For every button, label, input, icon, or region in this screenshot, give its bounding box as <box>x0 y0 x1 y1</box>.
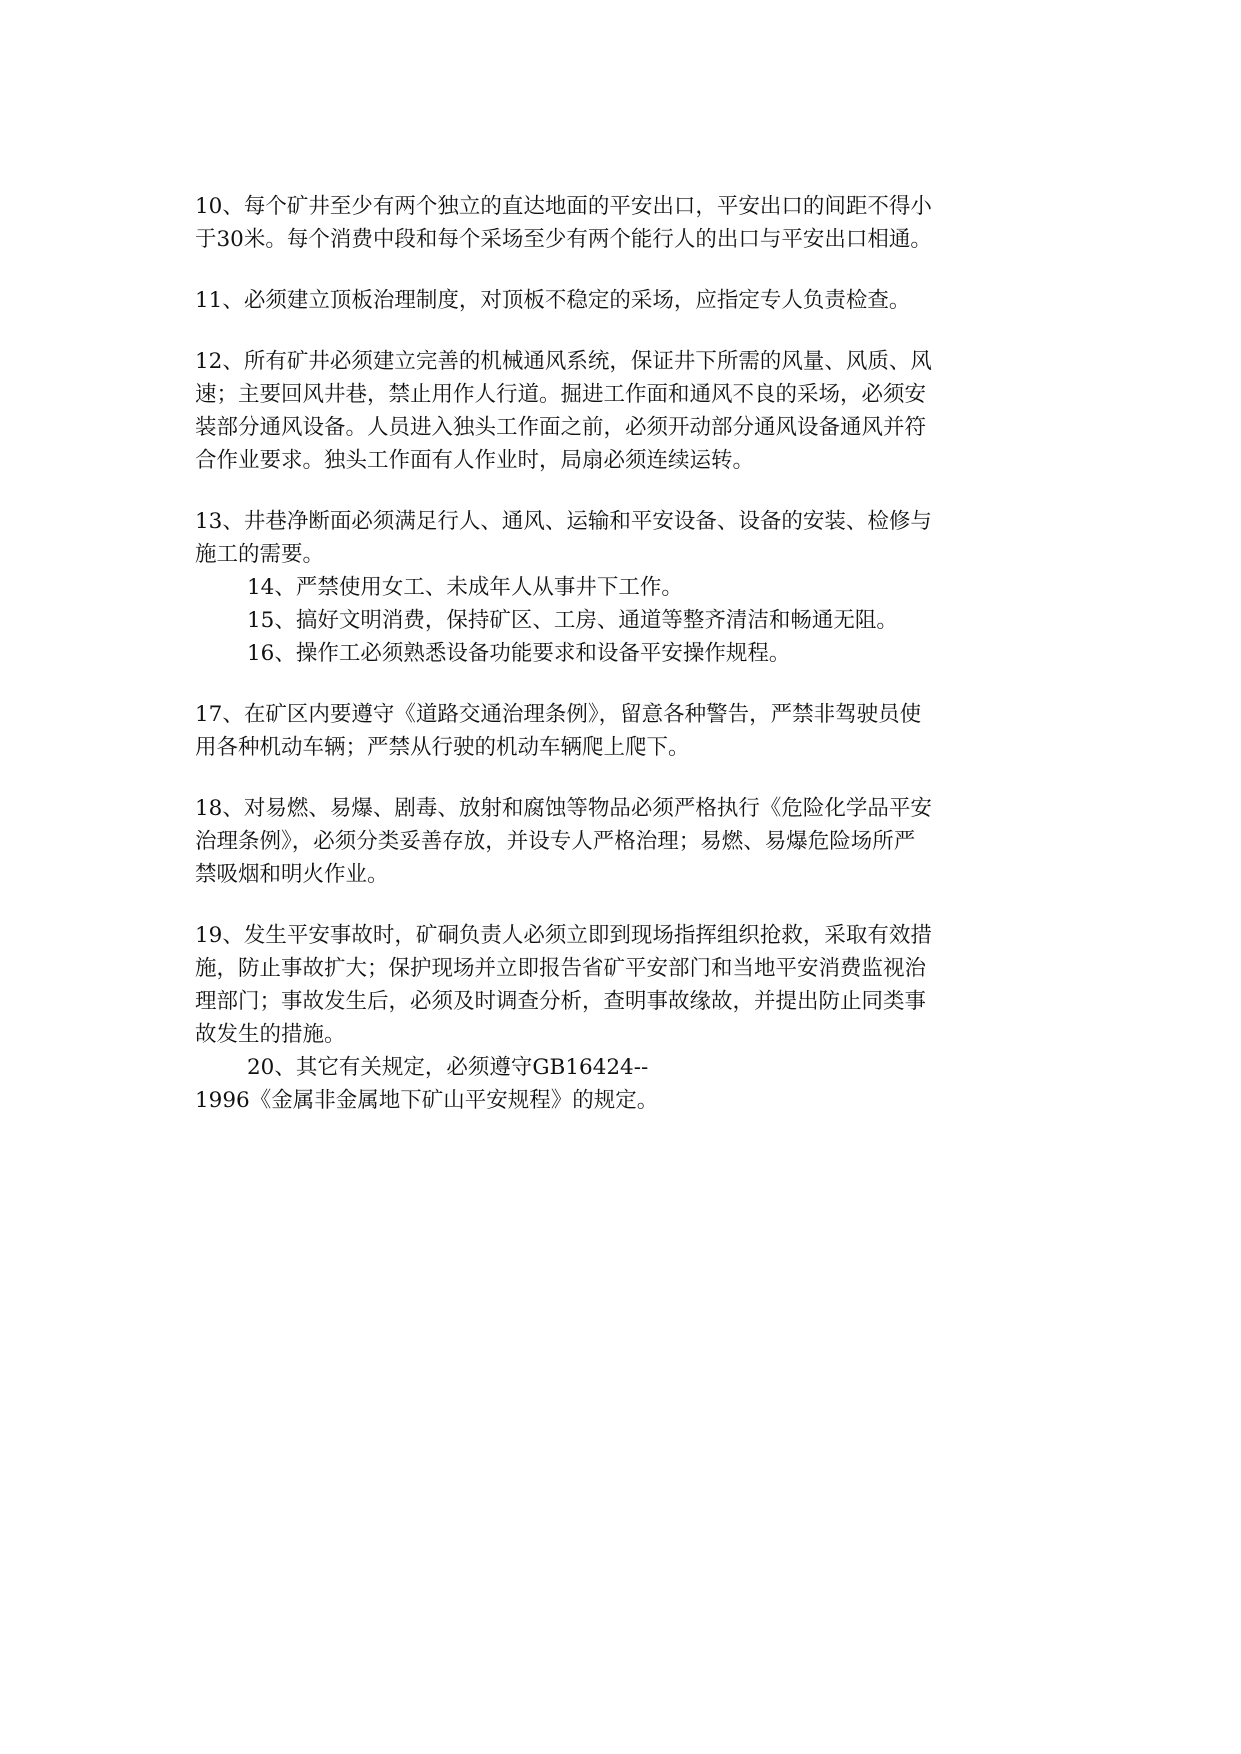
text-line: 18、对易燃、易爆、剧毒、放射和腐蚀等物品必须严格执行《危险化学品平安 <box>195 796 932 821</box>
text-line: 治理条例》，必须分类妥善存放，并设专人严格治理；易燃、易爆危险场所严 <box>195 829 916 854</box>
text-line: 10、每个矿井至少有两个独立的直达地面的平安出口，平安出口的间距不得小 <box>195 194 932 219</box>
text-line: 20、其它有关规定，必须遵守GB16424-- <box>247 1055 649 1080</box>
text-line: 速；主要回风井巷，禁止用作人行道。掘进工作面和通风不良的采场，必须安 <box>195 382 927 407</box>
document-body <box>195 190 1051 1117</box>
text-line: 施工的需要。 <box>195 542 325 567</box>
paragraph-item-12 <box>195 345 1051 477</box>
text-line: 1996《金属非金属地下矿山平安规程》的规定。 <box>195 1088 659 1113</box>
text-line: 装部分通风设备。人员进入独头工作面之前，必须开动部分通风设备通风并符 <box>195 415 927 440</box>
text-line: 19、发生平安事故时，矿硐负责人必须立即到现场指挥组织抢救，采取有效措 <box>195 923 932 948</box>
text-line: 14、严禁使用女工、未成年人从事井下工作。 <box>247 575 683 600</box>
text-line: 11、必须建立顶板治理制度，对顶板不稳定的采场，应指定专人负责检查。 <box>195 288 911 313</box>
paragraph-items-14-16 <box>195 571 1051 670</box>
text-line: 12、所有矿井必须建立完善的机械通风系统，保证井下所需的风量、风质、风 <box>195 349 932 374</box>
paragraph-item-11 <box>195 284 1051 317</box>
paragraph-item-20 <box>195 1051 1051 1117</box>
text-line: 用各种机动车辆；严禁从行驶的机动车辆爬上爬下。 <box>195 735 690 760</box>
text-line: 合作业要求。独头工作面有人作业时，局扇必须连续运转。 <box>195 448 755 473</box>
paragraph-item-19 <box>195 919 1051 1051</box>
text-line: 17、在矿区内要遵守《道路交通治理条例》，留意各种警告，严禁非驾驶员使 <box>195 702 922 727</box>
text-line: 13、井巷净断面必须满足行人、通风、运输和平安设备、设备的安装、检修与 <box>195 509 932 534</box>
text-line: 施，防止事故扩大；保护现场并立即报告省矿平安部门和当地平安消费监视治 <box>195 956 927 981</box>
text-line: 禁吸烟和明火作业。 <box>195 862 389 887</box>
text-line: 15、搞好文明消费，保持矿区、工房、通道等整齐清洁和畅通无阻。 <box>247 608 898 633</box>
text-line: 故发生的措施。 <box>195 1022 346 1047</box>
text-line: 16、操作工必须熟悉设备功能要求和设备平安操作规程。 <box>247 641 791 666</box>
text-line: 理部门；事故发生后，必须及时调查分析，查明事故缘故，并提出防止同类事 <box>195 989 927 1014</box>
paragraph-item-17 <box>195 698 1051 764</box>
text-line: 于30米。每个消费中段和每个采场至少有两个能行人的出口与平安出口相通。 <box>195 227 932 252</box>
paragraph-item-13 <box>195 505 1051 571</box>
paragraph-item-18 <box>195 792 1051 891</box>
paragraph-item-10 <box>195 190 1051 256</box>
